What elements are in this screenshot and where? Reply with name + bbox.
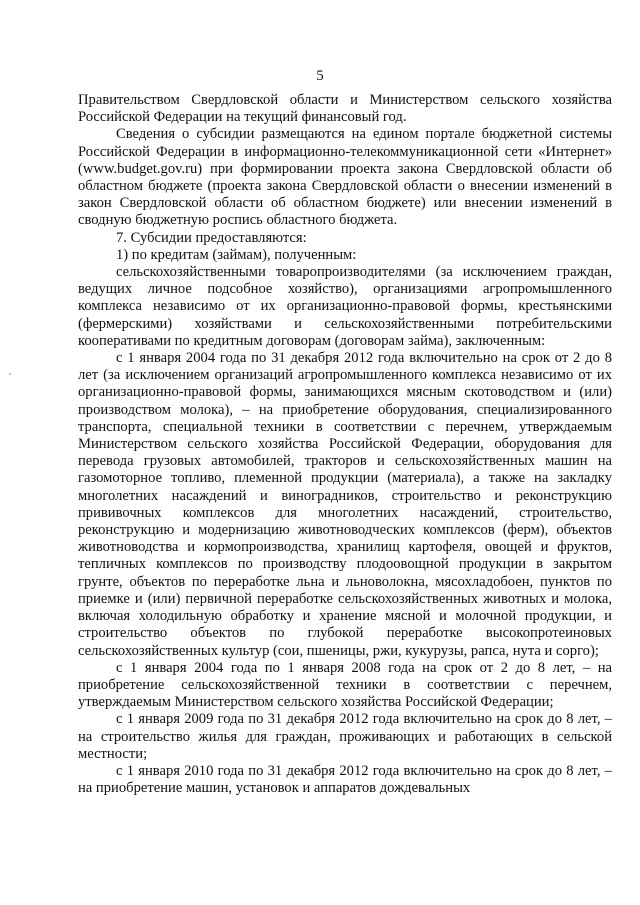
paragraph: с 1 января 2004 года по 1 января 2008 года на срок от 2 до 8 лет, – на приобретение сельскохозяйственной техники в соответствии с перечнем, утверждаемым Министерством сельского хозяйства Российской Федерации; — [78, 659, 612, 711]
paragraph: 7. Субсидии предоставляются: — [116, 229, 307, 246]
paragraph: с 1 января 2010 года по 31 декабря 2012 года включительно на срок до 8 лет, – на приобретение машин, установок и аппаратов дождевальных — [78, 762, 612, 797]
page-number: 5 — [316, 68, 324, 84]
paragraph: с 1 января 2004 года по 31 декабря 2012 года включительно на срок от 2 до 8 лет (за исключением организаций агропромышленного комплекса независимо от их организационно-правовой формы, занимающихся мясным скотоводством и (или) производством молока), – на приобретение оборудования, специализированного транспорта, специальной техники в соответствии с перечнем, утверждаемым Министерством сельского хозяйства Российской Федерации, оборудования для перевода грузовых автомобилей, тракторов и сельскохозяйственных машин на газомоторное топливо, племенной продукции (материала), а также на закладку многолетних насаждений и виноградников, строительство и реконструкцию прививочных комплексов для многолетних насаждений, строительство, реконструкцию и модернизацию животноводческих комплексов (ферм), объектов животноводства и кормопроизводства, хранилищ картофеля, овощей и фруктов, тепличных комплексов по производству плодоовощной продукции в закрытом грунте, объектов по переработке льна и льноволокна, мясохладобоен, пунктов по приемке и (или) первичной переработке сельскохозяйственных животных и молока, включая холодильную обработку и хранение мясной и молочной продукции, и строительство объектов по глубокой переработке высокопротеиновых сельскохозяйственных культур (сои, пшеницы, ржи, кукурузы, рапса, нута и сорго); — [78, 350, 612, 659]
paragraph: Правительством Свердловской области и Министерством сельского хозяйства Российской Федерации на текущий финансовый год. — [78, 92, 612, 126]
paragraph: с 1 января 2009 года по 31 декабря 2012 года включительно на срок до 8 лет, – на строительство жилья для граждан, проживающих и работающих в сельской местности; — [78, 711, 612, 762]
paragraph: 1) по кредитам (займам), полученным: — [116, 246, 357, 263]
document-body — [78, 92, 612, 797]
paragraph: Сведения о субсидии размещаются на едином портале бюджетной системы Российской Федерации в информационно-телекоммуникационной сети «Интернет» (www.budget.gov.ru) при формировании проекта закона Свердловской области об областном бюджете (проекта закона Свердловской области о внесении изменений в закон Свердловской области об областном бюджете) или внесении изменений в сводную бюджетную роспись областного бюджета. — [78, 126, 612, 229]
scan-mark — [9, 373, 11, 375]
paragraph: сельскохозяйственными товаропроизводителями (за исключением граждан, ведущих личное подсобное хозяйство), организациями агропромышленного комплекса независимо от их организационно-правовой формы, крестьянскими (фермерскими) хозяйствами и сельскохозяйственными потребительскими кооперативами по кредитным договорам (договорам займа), заключенным: — [78, 264, 612, 349]
